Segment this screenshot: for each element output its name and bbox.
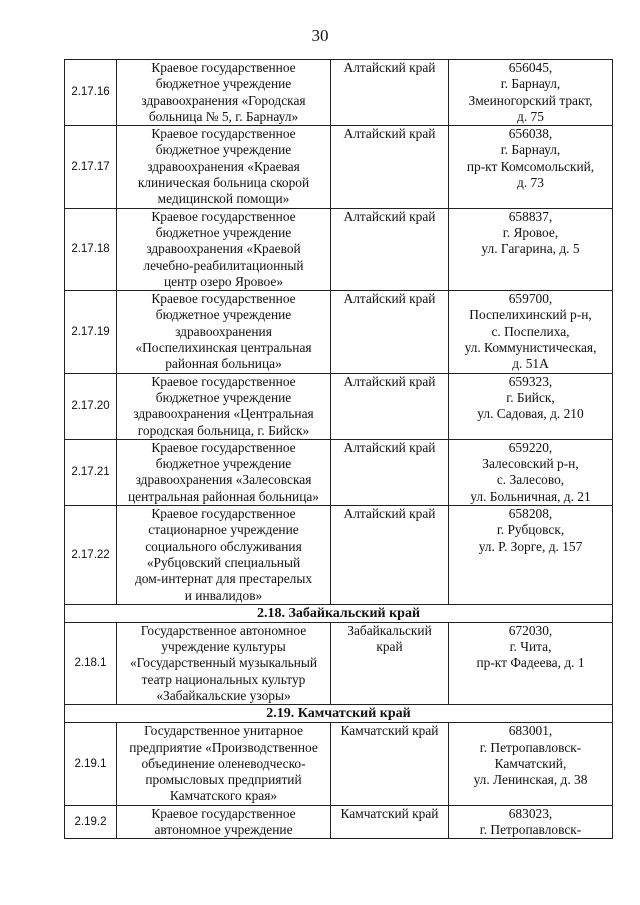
organization-name-line: районная больница»	[165, 356, 282, 372]
region	[331, 208, 449, 290]
organization-name-line: промысловых предприятий	[145, 772, 302, 788]
organization-name-line: бюджетное учреждение	[155, 307, 292, 323]
region-line: Алтайский край	[343, 208, 436, 224]
organization-name-line: стационарное учреждение	[148, 522, 299, 538]
organization-name-line: Краевое государственное	[151, 60, 296, 75]
address-line: Камчатский,	[494, 755, 567, 771]
entry-number: 2.17.19	[65, 291, 117, 373]
organization-name-line: и инвалидов»	[184, 587, 263, 603]
address-line: д. 73	[517, 175, 544, 191]
region-line: Камчатский край	[340, 805, 439, 821]
organization-name	[117, 439, 331, 505]
organization-name-line: «Рубцовский специальный	[146, 554, 301, 570]
organization-name-line: больница № 5, г. Барнаул»	[148, 108, 299, 124]
organization-name-line: здравоохранения «Краевой	[146, 241, 301, 257]
region-line: Алтайский край	[343, 126, 436, 142]
region	[331, 373, 449, 439]
table-row	[65, 60, 613, 126]
table-row	[65, 373, 613, 439]
address-line: пр-кт Фадеева, д. 1	[476, 655, 585, 671]
section-title: 2.18. Забайкальский край	[65, 604, 613, 622]
entry-number: 2.17.16	[65, 60, 117, 126]
organization-name-line: Краевое государственное	[151, 208, 296, 224]
address-line: с. Поспелиха,	[491, 323, 570, 339]
address-line: ул. Садовая, д. 210	[477, 406, 584, 422]
organization-name-line: дом-интернат для престарелых	[134, 571, 313, 587]
address	[449, 805, 613, 839]
organization-name-line: предприятие «Производственное	[129, 739, 318, 755]
region	[331, 60, 449, 126]
organization-name-line: здравоохранения «Краевая	[147, 158, 300, 174]
table-row	[65, 723, 613, 805]
entry-number: 2.18.1	[65, 622, 117, 704]
region-line: Камчатский край	[340, 723, 439, 739]
address-line: ул. Ленинская, д. 38	[473, 772, 588, 788]
address	[449, 439, 613, 505]
region	[331, 506, 449, 605]
table-row	[65, 805, 613, 839]
table-row	[65, 506, 613, 605]
address-line: 656038,	[508, 126, 553, 142]
address	[449, 208, 613, 290]
organization-name-line: учреждение культуры	[161, 639, 286, 655]
address-line: 672030,	[508, 622, 553, 638]
table-row	[65, 208, 613, 290]
address	[449, 291, 613, 373]
organization-name-line: здравоохранения «Залесовская	[135, 472, 312, 488]
section-row	[65, 604, 613, 622]
address-line: г. Бийск,	[506, 389, 555, 405]
organization-name-line: медицинской помощи»	[157, 191, 290, 207]
organization-name	[117, 208, 331, 290]
organization-name-line: Краевое государственное	[151, 373, 296, 389]
table-row	[65, 439, 613, 505]
entry-number: 2.19.2	[65, 805, 117, 839]
organization-name-line: театр национальных культур	[141, 671, 306, 687]
region-line: Алтайский край	[343, 439, 436, 455]
address-line: д. 75	[517, 108, 544, 124]
region	[331, 723, 449, 805]
address-line: 658208,	[508, 506, 553, 522]
address-line: г. Яровое,	[502, 224, 559, 240]
table-row	[65, 291, 613, 373]
region-line: Алтайский край	[343, 373, 436, 389]
organization-name-line: объединение оленеводческо-	[141, 755, 306, 771]
organization-name-line: «Поспелихинская центральная	[135, 340, 312, 356]
entry-number: 2.17.22	[65, 506, 117, 605]
organization-name-line: Государственное унитарное	[144, 723, 303, 739]
region-line: Алтайский край	[343, 291, 436, 307]
organization-name-line: автономное учреждение	[154, 822, 293, 838]
section-row	[65, 705, 613, 723]
region-line: Забайкальский	[347, 622, 432, 638]
organization-name	[117, 60, 331, 126]
address-line: ул. Р. Зорге, д. 157	[478, 538, 583, 554]
organization-name-line: бюджетное учреждение	[155, 142, 292, 158]
organization-name	[117, 506, 331, 605]
address-line: 659323,	[508, 373, 553, 389]
address-line: г. Петропавловск-	[479, 739, 582, 755]
region	[331, 126, 449, 208]
address-line: г. Барнаул,	[500, 142, 561, 158]
address-line: Залесовский р-н,	[482, 456, 579, 472]
address-line: Змеиногорский тракт,	[468, 92, 593, 108]
address-line: 658837,	[508, 208, 553, 224]
organization-name-line: бюджетное учреждение	[155, 456, 292, 472]
address-line: г. Петропавловск-	[479, 822, 582, 838]
organization-name-line: «Забайкальские узоры»	[156, 687, 291, 703]
entry-number: 2.19.1	[65, 723, 117, 805]
section-title: 2.19. Камчатский край	[65, 705, 613, 723]
organization-name-line: бюджетное учреждение	[155, 224, 292, 240]
region-line: Алтайский край	[343, 60, 436, 75]
organization-name-line: городская больница, г. Бийск»	[137, 422, 310, 438]
organization-name-line: бюджетное учреждение	[155, 389, 292, 405]
organization-name-line: здравоохранения	[175, 323, 272, 339]
organization-name-line: Государственное автономное	[140, 622, 307, 638]
organization-name	[117, 622, 331, 704]
address-line: г. Рубцовск,	[496, 522, 565, 538]
organization-name-line: бюджетное учреждение	[155, 76, 292, 92]
address-line: с. Залесово,	[496, 472, 565, 488]
organizations-table	[64, 59, 613, 839]
address-line: 683023,	[508, 805, 553, 821]
address-line: д. 51А	[512, 356, 549, 372]
address	[449, 373, 613, 439]
organization-name-line: Краевое государственное	[151, 291, 296, 307]
organization-name-line: социального обслуживания	[145, 538, 302, 554]
address-line: ул. Гагарина, д. 5	[481, 241, 580, 257]
address-line: ул. Больничная, д. 21	[470, 488, 591, 504]
address-line: 659700,	[508, 291, 553, 307]
address	[449, 506, 613, 605]
organization-name-line: лечебно-реабилитационный	[143, 257, 304, 273]
organization-name-line: Краевое государственное	[151, 439, 296, 455]
region	[331, 439, 449, 505]
region	[331, 291, 449, 373]
table-row	[65, 126, 613, 208]
entry-number: 2.17.18	[65, 208, 117, 290]
organization-name-line: здравоохранения «Городская	[141, 92, 306, 108]
address-line: пр-кт Комсомольский,	[466, 158, 595, 174]
organization-name	[117, 723, 331, 805]
region-line: край	[376, 639, 403, 655]
address-line: Поспелихинский р-н,	[469, 307, 592, 323]
entry-number: 2.17.21	[65, 439, 117, 505]
address-line: ул. Коммунистическая,	[464, 340, 597, 356]
region-line: Алтайский край	[343, 506, 436, 522]
address-line: г. Барнаул,	[500, 76, 561, 92]
organization-name-line: Краевое государственное	[151, 126, 296, 142]
organization-name	[117, 291, 331, 373]
organization-name-line: центральная районная больница»	[128, 488, 319, 504]
organization-name-line: клиническая больница скорой	[137, 175, 310, 191]
address	[449, 622, 613, 704]
table-row	[65, 622, 613, 704]
organization-name-line: «Государственный музыкальный	[129, 655, 318, 671]
address-line: 659220,	[508, 439, 553, 455]
address-line: г. Чита,	[509, 639, 552, 655]
organization-name-line: здравоохранения «Центральная	[133, 406, 314, 422]
organization-name-line: Камчатского края»	[169, 788, 278, 804]
organization-name	[117, 373, 331, 439]
region	[331, 805, 449, 839]
entry-number: 2.17.17	[65, 126, 117, 208]
page-number: 30	[311, 26, 329, 45]
organization-name	[117, 805, 331, 839]
organization-name-line: Краевое государственное	[151, 805, 296, 821]
address-line: 683001,	[508, 723, 553, 739]
organization-name-line: Краевое государственное	[151, 506, 296, 522]
region	[331, 622, 449, 704]
address	[449, 60, 613, 126]
address	[449, 723, 613, 805]
entry-number: 2.17.20	[65, 373, 117, 439]
organization-name-line: центр озеро Яровое»	[163, 273, 284, 289]
address	[449, 126, 613, 208]
organization-name	[117, 126, 331, 208]
address-line: 656045,	[508, 60, 553, 75]
